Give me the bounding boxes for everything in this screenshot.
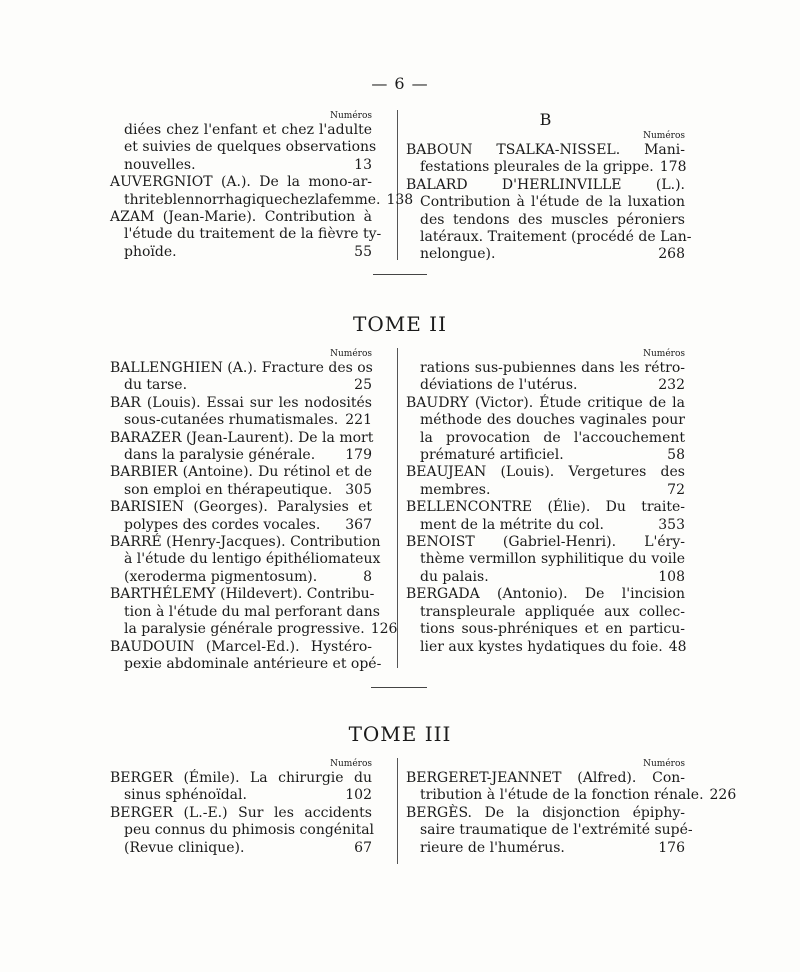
numeros-header: Numéros [330, 349, 372, 359]
entry-number: 305 [345, 481, 372, 498]
entry-line [406, 159, 685, 176]
entry-line: BALLENGHIEN (A.). Fracture des os [110, 360, 373, 376]
entry-text: lier aux kystes hydatiques du foie. [420, 638, 663, 655]
entry-text: du palais. [420, 568, 489, 585]
numeros-header: Numéros [643, 349, 685, 359]
entry-line: AZAM (Jean-Marie). Contribution à [110, 209, 372, 226]
entry-text: nelongue). [420, 246, 496, 263]
entry-text: polypes des cordes vocales. [124, 516, 321, 533]
entry-text: thriteblennorrhagiquechezlafemme. [124, 191, 381, 208]
entry-text: sous-cutanées rhumatismales. [124, 412, 339, 429]
entry-line: la provocation de l'accouchement [420, 429, 685, 446]
entry-text: ment de la métrite du col. [420, 516, 604, 533]
section-b [110, 110, 692, 263]
index-entry [110, 638, 382, 674]
entry-number: 179 [345, 447, 372, 464]
entry-text: du tarse. [124, 377, 188, 394]
entry-line [406, 447, 685, 464]
entry-line [406, 639, 685, 656]
index-entry [406, 395, 685, 465]
entry-number: 138 [386, 191, 414, 208]
column-divider [397, 348, 398, 668]
page-number: — 6 — [371, 74, 429, 93]
entry-text: la paralysie générale progressive. [124, 621, 365, 638]
entry-line: AUVERGNIOT (A.). De la mono-ar- [110, 174, 372, 191]
entry-text: sinus sphénoïdal. [124, 787, 247, 804]
entry-text: tribution à l'étude de la fonction rénale. [420, 787, 704, 804]
entry-number: 353 [658, 516, 685, 533]
entry-line: BERGADA (Antonio). De l'incision [406, 586, 685, 603]
entry-number: 178 [659, 159, 687, 176]
entry-line [110, 191, 414, 209]
column-right [406, 110, 692, 264]
entry-text: prématuré artificiel. [420, 447, 564, 464]
entry-number: 25 [354, 377, 372, 394]
section-tome-iii [110, 758, 737, 864]
entry-line: BERGERET-JEANNET (Alfred). Con- [406, 770, 685, 786]
entry-line [110, 482, 372, 499]
entry-number: 367 [345, 516, 372, 533]
entry-line: tion à l'étude du mal perforant dans [124, 603, 380, 620]
entry-line: Contribution à l'étude de la luxation [420, 194, 685, 211]
tome-ii-title: TOME II [353, 312, 447, 336]
section-tome-ii [110, 348, 687, 672]
numeros-header: Numéros [330, 111, 372, 121]
index-entry [406, 464, 685, 499]
entry-line [110, 447, 372, 464]
index-entry [406, 176, 692, 264]
entry-line: BERGER (L.-E.) Sur les accidents [110, 804, 372, 821]
entry-text: dans la paralysie générale. [124, 447, 316, 464]
entry-line: BAR (Louis). Essai sur les nodosités [110, 394, 372, 411]
index-entry [110, 174, 414, 209]
entry-number: 67 [354, 839, 372, 856]
entry-line: BERGER (Émile). La chirurgie du [110, 770, 372, 786]
entry-line: rations sus-pubiennes dans les rétro- [420, 360, 685, 376]
index-entry [406, 770, 737, 805]
entry-text: son emploi en thérapeutique. [124, 481, 333, 498]
index-entry [110, 122, 377, 174]
entry-number: 58 [667, 447, 685, 464]
entry-line: BAUDOUIN (Marcel-Ed.). Hystéro- [110, 638, 372, 655]
entry-line: BABOUN TSALKA-NISSEL. Mani- [406, 142, 685, 158]
entry-line: à l'étude du lentigo épithéliomateux [124, 551, 381, 568]
numeros-header: Numéros [643, 759, 685, 769]
entry-line [110, 517, 372, 534]
column-right [406, 758, 737, 857]
entries-list [406, 360, 685, 656]
entry-line [406, 517, 685, 534]
entry-line [406, 569, 685, 586]
entry-line [110, 157, 372, 174]
entry-line: BARBIER (Antoine). Du rétinol et de [110, 464, 372, 481]
entry-line: BARTHÉLEMY (Hildevert). Contribu- [110, 586, 375, 603]
index-entry [110, 804, 375, 857]
entry-number: 108 [658, 568, 685, 585]
entries-list [110, 770, 375, 857]
entry-line: BENOIST (Gabriel-Henri). L'éry- [406, 534, 685, 551]
entry-line: BEAUJEAN (Louis). Vergetures des [406, 464, 685, 481]
column-right [406, 348, 685, 656]
index-entry [110, 586, 398, 638]
entry-line [110, 569, 372, 586]
index-entry [110, 395, 372, 430]
entry-line: BARAZER (Jean-Laurent). De la mort [110, 429, 374, 446]
entry-line [110, 840, 372, 857]
numeros-header: Numéros [330, 759, 372, 769]
entry-line [110, 244, 372, 261]
entry-line [110, 621, 398, 638]
index-entry [110, 360, 372, 395]
entry-line: BAUDRY (Victor). Étude critique de la [406, 394, 685, 411]
index-entry [406, 586, 685, 656]
column-left [110, 348, 398, 673]
entry-text: phoïde. [124, 243, 177, 260]
index-entry [110, 499, 372, 534]
entry-line: peu connus du phimosis congénital [124, 822, 375, 839]
column-left [110, 110, 414, 261]
letter-heading: B [539, 110, 552, 129]
entry-line: diées chez l'enfant et chez l'adulte [124, 122, 372, 138]
entries-list [406, 770, 737, 857]
index-entry [110, 464, 372, 499]
entry-number: 102 [345, 787, 372, 804]
entry-text: déviations de l'utérus. [420, 377, 578, 394]
entry-line: tions sous-phréniques et en particu- [420, 621, 685, 638]
index-entry [406, 142, 685, 177]
entries-list [110, 122, 414, 261]
entry-number: 221 [345, 412, 372, 429]
index-entry [406, 534, 685, 586]
entry-line [406, 787, 737, 804]
entry-line: BARISIEN (Georges). Paralysies et [110, 499, 372, 516]
entry-text: nouvelles. [124, 156, 196, 173]
entry-line [406, 377, 685, 394]
index-entry [406, 804, 693, 857]
entry-line: saire traumatique de l'extrémité supé- [420, 822, 693, 839]
column-divider [397, 758, 398, 864]
entry-text: festations pleurales de la grippe. [420, 159, 654, 176]
entry-number: 48 [668, 638, 687, 655]
entries-list [406, 142, 692, 264]
entry-line [406, 482, 685, 499]
entry-line [406, 840, 685, 857]
entry-line: latéraux. Traitement (procédé de Lan- [420, 229, 692, 246]
separator-rule [373, 274, 427, 275]
entry-line [110, 412, 372, 429]
entry-line: BARRÉ (Henry-Jacques). Contribution [110, 534, 381, 551]
separator-rule [371, 687, 427, 688]
entry-line: BERGÈS. De la disjonction épiphy- [406, 804, 685, 821]
entry-line: BALARD D'HERLINVILLE (L.). [406, 176, 685, 193]
entry-line: l'étude du traitement de la fièvre ty- [124, 226, 382, 243]
entry-line: transpleurale appliquée aux collec- [420, 603, 685, 620]
entry-line: thème vermillon syphilitique du voile [420, 551, 685, 568]
entry-number: 176 [658, 839, 685, 856]
entry-number: 55 [354, 243, 372, 260]
entry-text: (Revue clinique). [124, 839, 245, 856]
entry-line [110, 377, 372, 394]
index-entry [110, 534, 381, 586]
entry-number: 126 [370, 621, 398, 638]
numeros-header: Numéros [643, 131, 685, 141]
entry-line [110, 787, 372, 804]
entry-number: 8 [363, 568, 372, 585]
index-entry [110, 430, 372, 465]
entry-number: 72 [667, 481, 685, 498]
entry-text: rieure de l'humérus. [420, 839, 565, 856]
index-entry [110, 209, 382, 261]
entry-line: pexie abdominale antérieure et opé- [124, 655, 382, 672]
entry-number: 232 [658, 377, 685, 394]
entry-number: 226 [709, 787, 737, 804]
index-entry [406, 360, 685, 395]
entry-number: 268 [658, 246, 685, 263]
entry-text: (xeroderma pigmentosum). [124, 568, 318, 585]
entry-line: méthode des douches vaginales pour [420, 412, 685, 429]
tome-iii-title: TOME III [348, 722, 452, 746]
index-entry [406, 499, 685, 534]
column-divider [397, 110, 398, 260]
entries-list [110, 360, 398, 673]
entry-number: 13 [354, 156, 372, 173]
entry-text: membres. [420, 481, 491, 498]
index-entry [110, 770, 372, 805]
entry-line: BELLENCONTRE (Élie). Du traite- [406, 499, 685, 516]
entry-line: des tendons des muscles péroniers [420, 211, 685, 228]
column-left [110, 758, 375, 857]
entry-line [406, 246, 685, 263]
entry-line: et suivies de quelques observations [124, 139, 377, 156]
